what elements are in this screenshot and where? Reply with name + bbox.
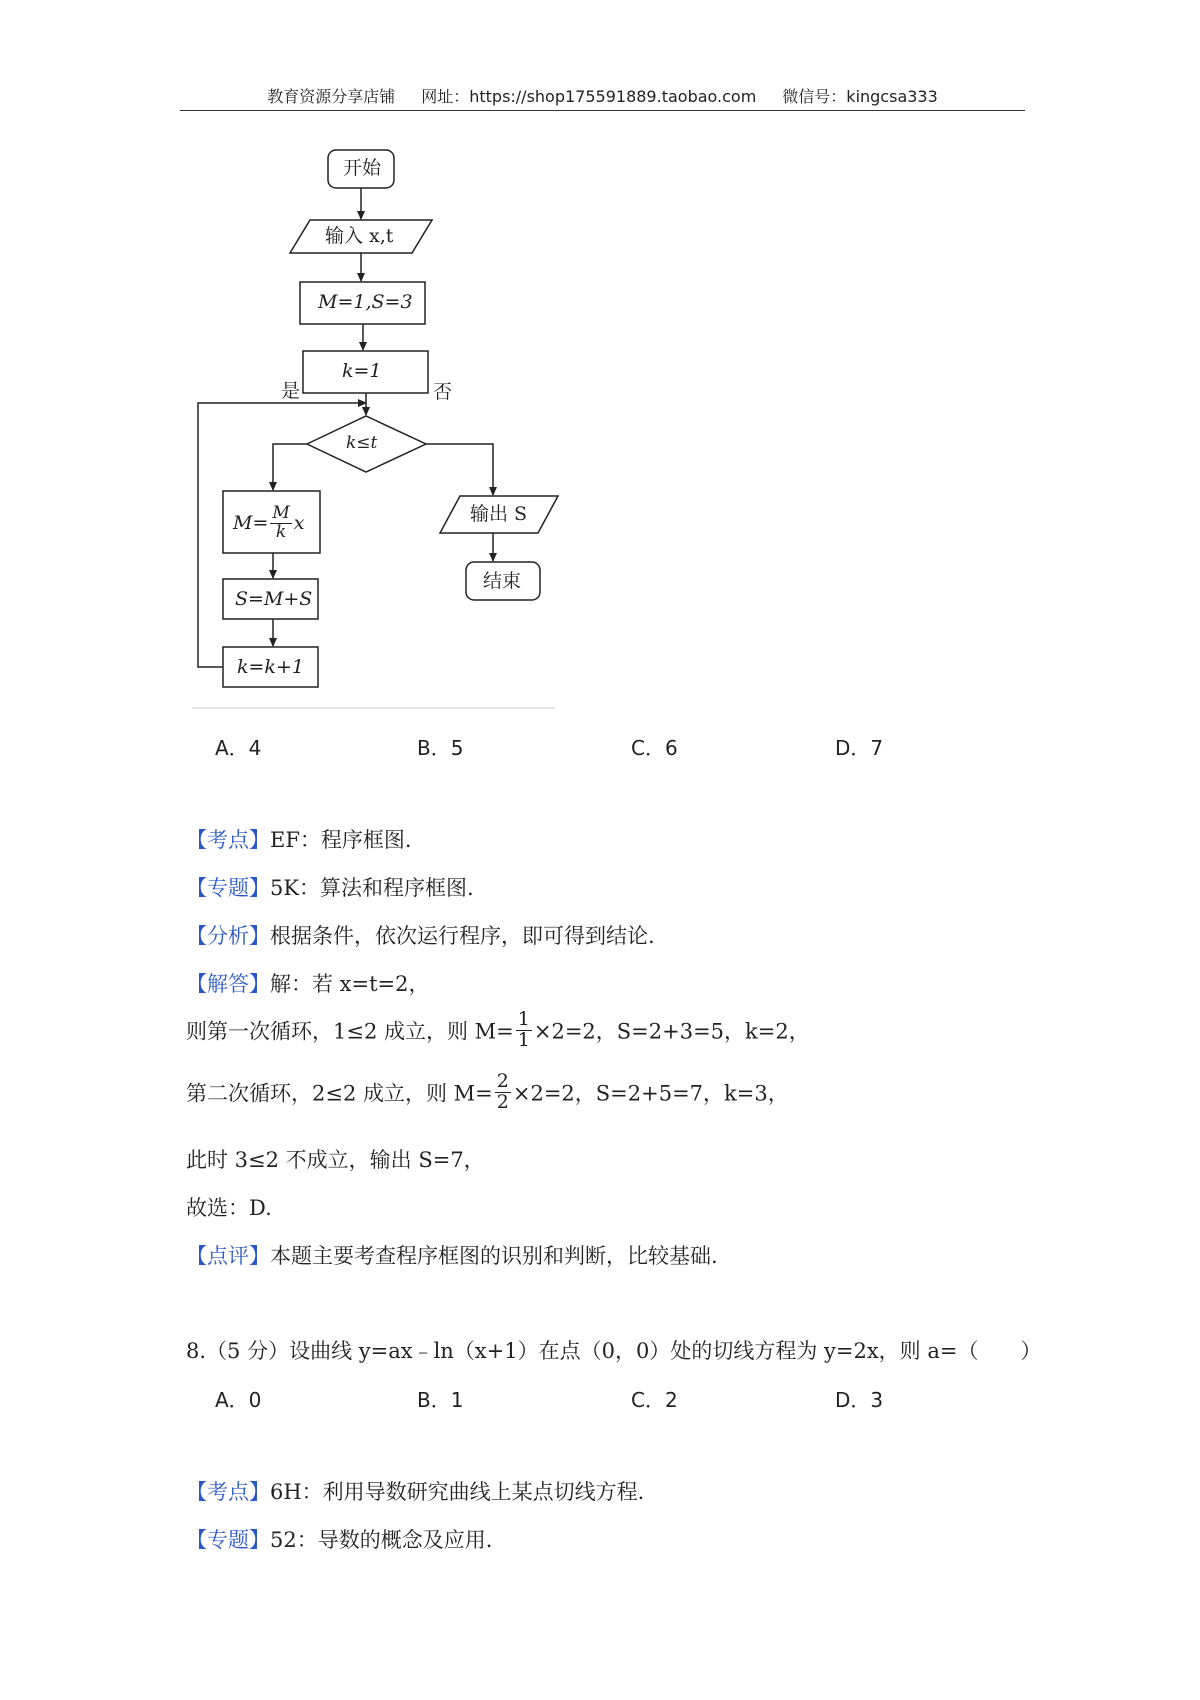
l1-pre: 则第一次循环，1≤2 成立，则 M= [186,1019,514,1044]
header-wechat: 微信号：kingcsa333 [782,87,938,106]
m-denominator: k [275,521,287,542]
q7-options [215,732,1015,760]
end-label: 结束 [483,570,522,592]
q7-dianping [186,1240,718,1270]
yes-label: 是 [281,380,301,402]
q7-option-b: B．5 [417,736,464,760]
no-label: 否 [433,381,453,403]
header-shop: 教育资源分享店铺 [267,87,396,106]
solution-line-1 [186,1010,810,1051]
start-label: 开始 [343,157,382,179]
q8-zhuanti-tag: 【专题】 [186,1528,270,1552]
q8-kaodian-tag: 【考点】 [186,1480,270,1504]
zhuanti-tag: 【专题】 [186,876,270,900]
q8-zhuanti-text: 52：导数的概念及应用. [270,1528,493,1552]
q8-option-b: B．1 [417,1388,464,1412]
fenxi-tag: 【分析】 [186,924,270,948]
k-update-label: k=k+1 [237,656,304,678]
l1-fraction [516,1010,532,1051]
fenxi-text: 根据条件，依次运行程序，即可得到结论. [270,924,655,948]
init-label: M=1,S=3 [318,291,413,313]
solution-line-4: 故选：D. [186,1196,272,1220]
solution-line-2 [186,1072,789,1113]
l2-den: 2 [496,1090,509,1113]
l2-fraction [495,1072,511,1113]
q8-options [215,1384,1015,1412]
l2-pre: 第二次循环，2≤2 成立，则 M= [186,1081,493,1106]
dianping-text: 本题主要考查程序框图的识别和判断，比较基础. [270,1244,718,1268]
flowchart [180,148,580,718]
l1-num: 1 [517,1008,530,1030]
l1-post: ×2=2，S=2+3=5，k=2， [533,1019,810,1044]
q8-option-a: A．0 [215,1388,262,1412]
dianping-tag: 【点评】 [186,1244,270,1268]
l2-post: ×2=2，S=2+5=7，k=3， [512,1081,789,1106]
l1-den: 1 [517,1028,530,1051]
solution-line-3: 此时 3≤2 不成立，输出 S=7， [186,1148,485,1172]
m-x: x [293,511,305,534]
q8-kaodian-text: 6H：利用导数研究曲线上某点切线方程. [270,1480,645,1504]
kinit-label: k=1 [342,360,382,382]
s-update-label: S=M+S [235,588,313,610]
kaodian-tag: 【考点】 [186,828,270,852]
m-update-label [233,505,305,542]
header-site: 网址：https://shop175591889.taobao.com [421,87,757,106]
q7-fenxi [186,920,655,950]
q8-option-d: D．3 [835,1388,884,1412]
header-rule [180,110,1025,111]
m-lhs: M= [233,511,269,534]
m-numerator: M [272,503,290,523]
q7-kaodian [186,824,412,854]
q8-kaodian [186,1476,644,1506]
q7-option-d: D．7 [835,736,884,760]
output-label: 输出 S [470,503,528,525]
l2-num: 2 [496,1070,509,1092]
q7-option-c: C．6 [631,736,678,760]
zhuanti-text: 5K：算法和程序框图. [270,876,474,900]
page-header [180,84,1025,107]
q8-option-c: C．2 [631,1388,678,1412]
q7-zhuanti [186,872,474,902]
jieda-tag: 【解答】 [186,972,270,996]
input-label: 输入 x,t [325,225,394,247]
m-fraction [270,505,291,542]
cond-label: k≤t [346,433,378,453]
q8-stem: 8.（5 分）设曲线 y=ax﹣ln（x+1）在点（0，0）处的切线方程为 y=2x，则 a=（ ） [186,1339,1042,1363]
jieda-text: 解：若 x=t=2， [270,972,430,996]
q7-option-a: A．4 [215,736,262,760]
kaodian-text: EF：程序框图. [270,828,412,852]
q8-zhuanti [186,1524,492,1554]
q7-jieda [186,968,430,998]
